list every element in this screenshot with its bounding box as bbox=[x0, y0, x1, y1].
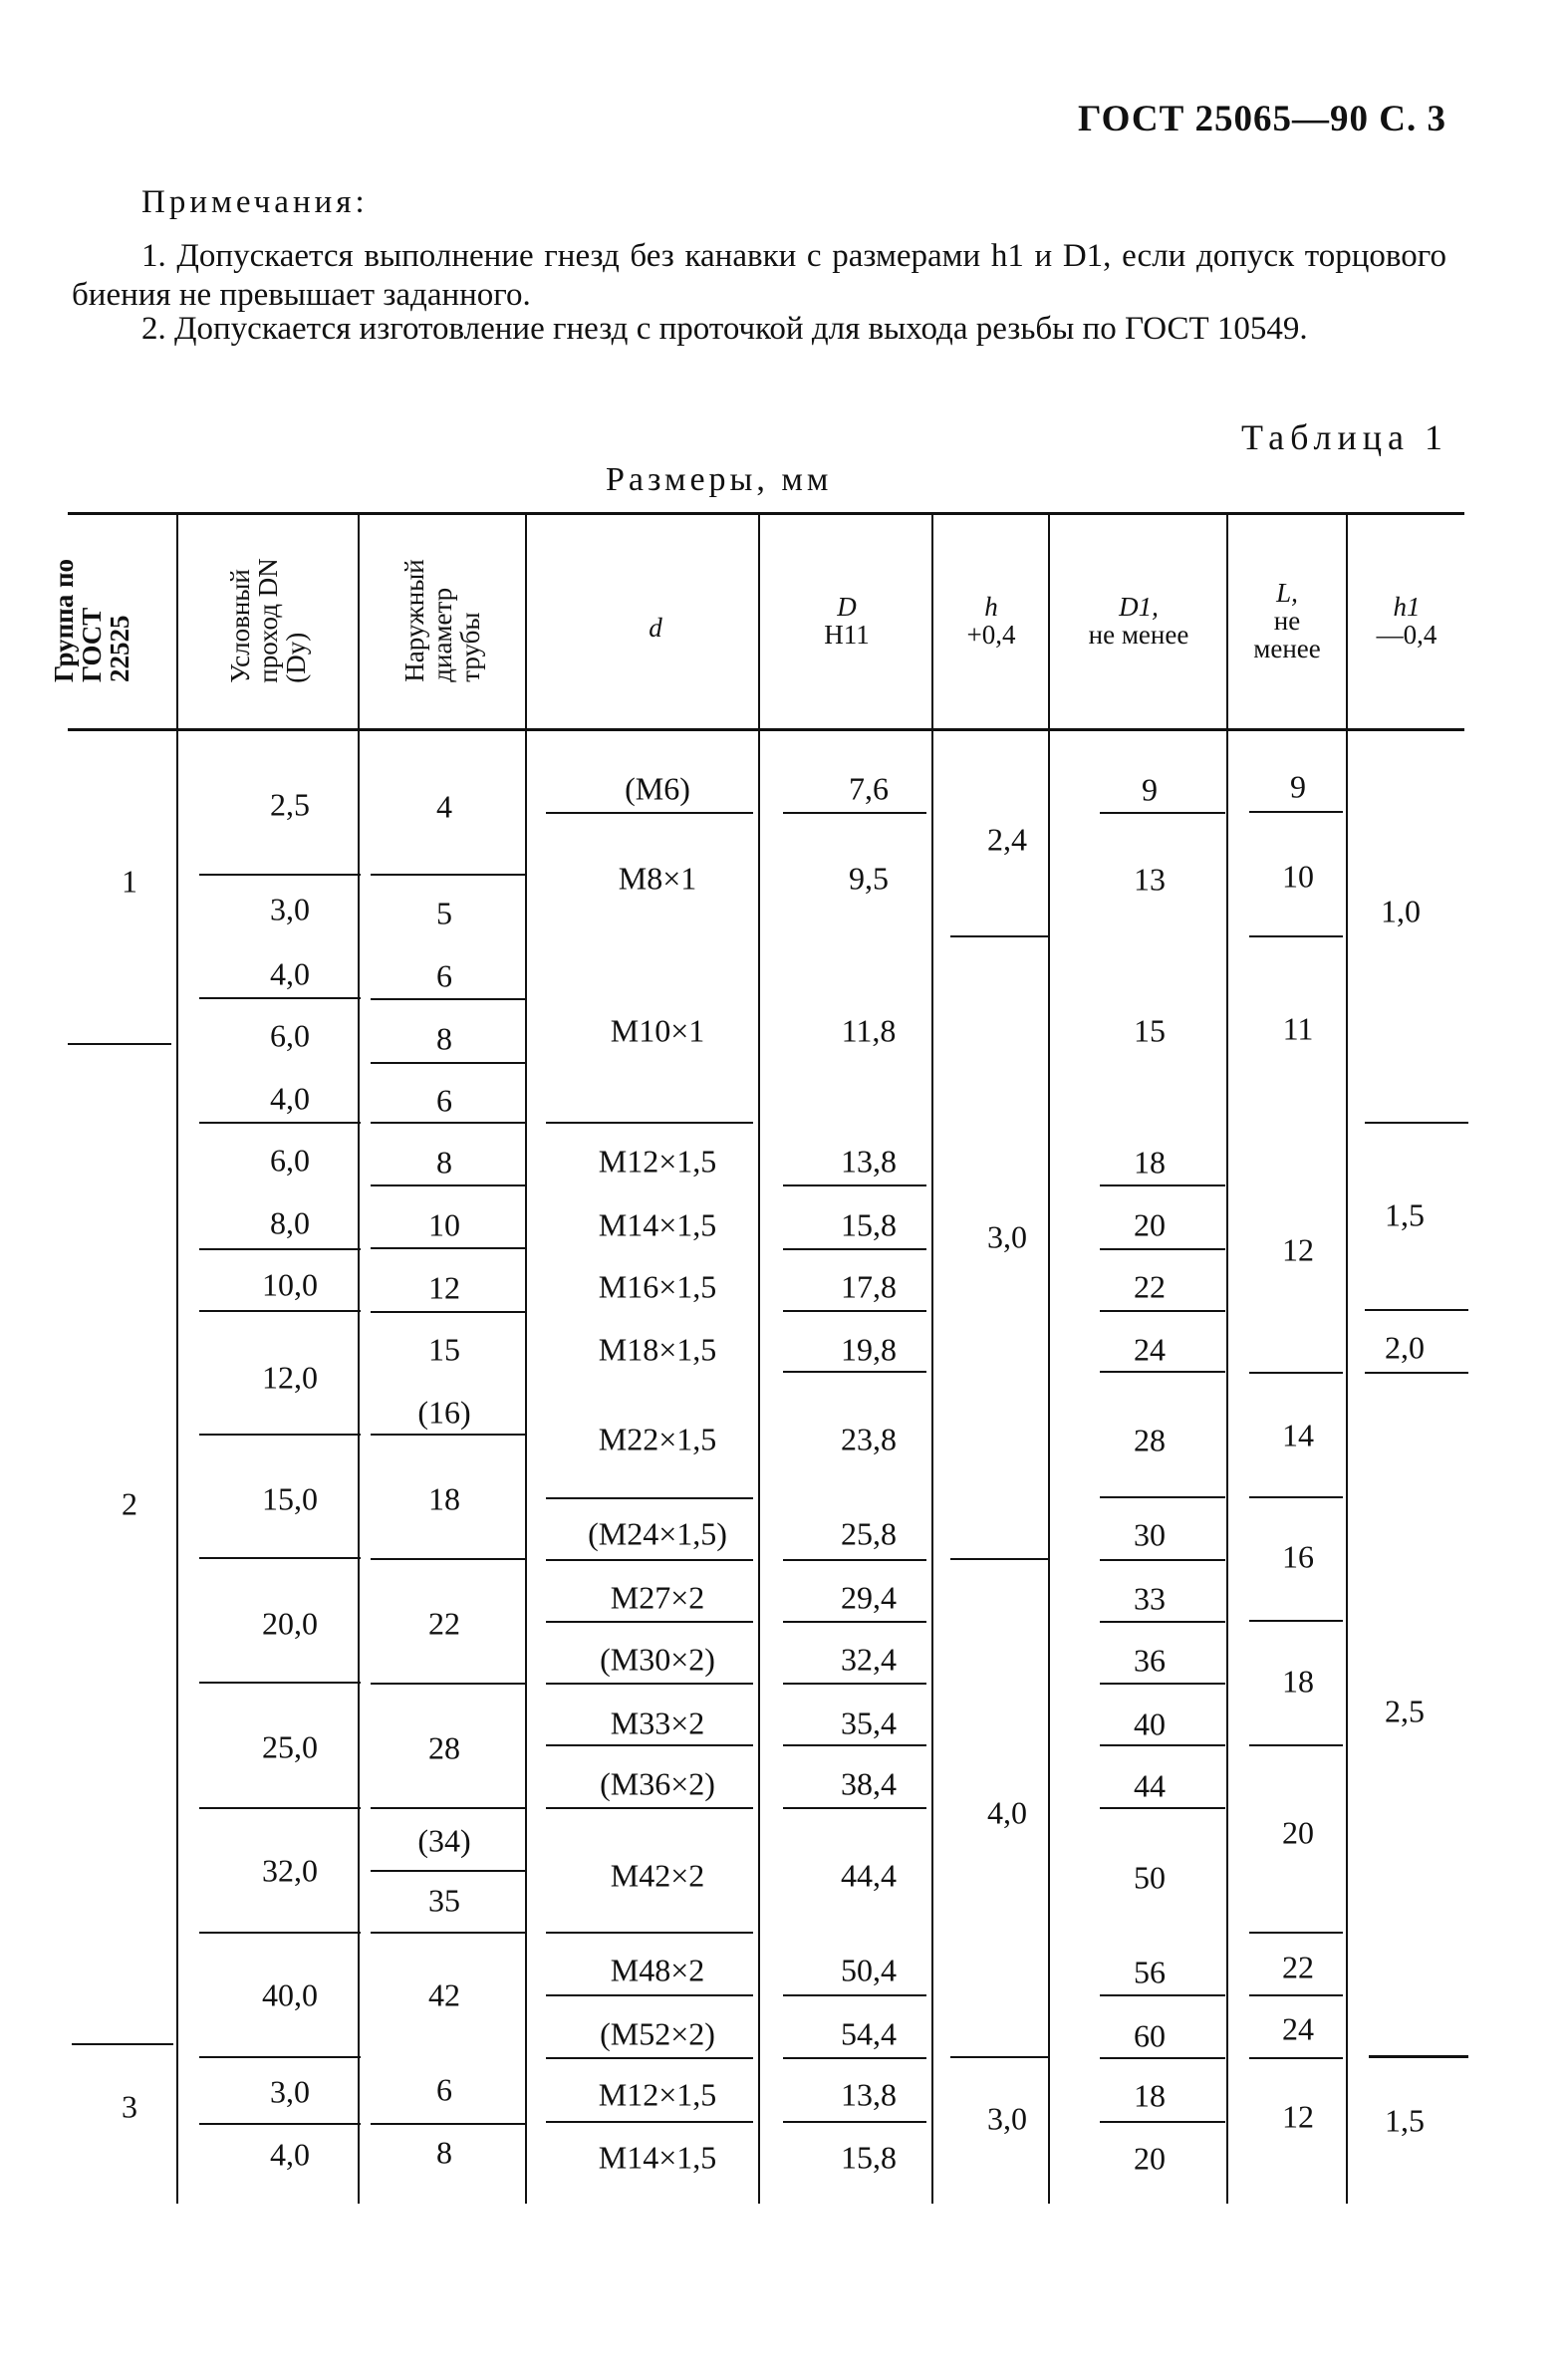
d-rule bbox=[546, 1559, 753, 1561]
d-rule bbox=[546, 2121, 753, 2123]
dn-rule bbox=[199, 1932, 361, 1934]
D1-cell: 18 bbox=[1134, 2077, 1166, 2114]
d-cell: (M30×2) bbox=[600, 1641, 715, 1678]
h1-cell: 2,5 bbox=[1385, 1693, 1425, 1729]
D1-cell: 33 bbox=[1134, 1580, 1166, 1617]
dn-rule bbox=[199, 997, 361, 999]
pipe-cell: 8 bbox=[436, 1144, 452, 1181]
D-rule bbox=[783, 1184, 926, 1186]
D-rule bbox=[783, 1559, 926, 1561]
D1-cell: 60 bbox=[1134, 2017, 1166, 2054]
dn-cell: 6,0 bbox=[270, 1142, 310, 1179]
h-rule bbox=[950, 935, 1048, 937]
pipe-rule bbox=[371, 998, 526, 1000]
pipe-rule bbox=[371, 1247, 526, 1249]
d-rule bbox=[546, 1497, 753, 1499]
D-cell: 29,4 bbox=[841, 1579, 897, 1616]
d-cell: M12×1,5 bbox=[598, 2076, 717, 2113]
D1-cell: 18 bbox=[1134, 1144, 1166, 1181]
d-cell: M27×2 bbox=[610, 1579, 705, 1616]
D1-cell: 30 bbox=[1134, 1516, 1166, 1553]
D1-rule bbox=[1100, 1496, 1225, 1498]
D1-rule bbox=[1100, 1371, 1225, 1373]
d-cell: M14×1,5 bbox=[598, 1206, 717, 1243]
L-cell: 14 bbox=[1282, 1417, 1314, 1453]
pipe-cell: 42 bbox=[428, 1976, 460, 2013]
group-1: 1 bbox=[122, 863, 137, 900]
L-cell: 22 bbox=[1282, 1949, 1314, 1985]
pipe-rule bbox=[371, 1870, 526, 1872]
dn-cell: 4,0 bbox=[270, 955, 310, 992]
header-dn: Условный проход DN (Dy) bbox=[225, 558, 311, 683]
D1-cell: 40 bbox=[1134, 1706, 1166, 1742]
dn-cell: 25,0 bbox=[262, 1728, 318, 1765]
pipe-cell: (34) bbox=[417, 1822, 471, 1859]
header-d: d bbox=[649, 613, 662, 643]
D-rule bbox=[783, 812, 926, 814]
d-rule bbox=[546, 1744, 753, 1746]
D1-cell: 50 bbox=[1134, 1859, 1166, 1896]
h-cell: 3,0 bbox=[987, 1218, 1027, 1255]
dn-cell: 4,0 bbox=[270, 1080, 310, 1117]
D1-cell: 22 bbox=[1134, 1268, 1166, 1305]
header-h: h +0,4 bbox=[966, 592, 1016, 650]
dn-cell: 2,5 bbox=[270, 786, 310, 823]
L-rule bbox=[1249, 935, 1343, 937]
dn-rule bbox=[199, 2123, 361, 2125]
D1-rule bbox=[1100, 1994, 1225, 1996]
table-top-rule bbox=[68, 512, 1464, 515]
h1-rule bbox=[1365, 1372, 1468, 1374]
column-rule bbox=[931, 513, 933, 2204]
h-rule bbox=[950, 2056, 1048, 2058]
d-rule bbox=[546, 1122, 753, 1124]
pipe-rule bbox=[371, 874, 526, 876]
D-cell: 23,8 bbox=[841, 1421, 897, 1457]
D-cell: 9,5 bbox=[849, 860, 889, 897]
d-cell: M10×1 bbox=[610, 1012, 705, 1049]
header-h1: h1 —0,4 bbox=[1376, 592, 1437, 650]
D-rule bbox=[783, 1371, 926, 1373]
d-cell: M12×1,5 bbox=[598, 1143, 717, 1180]
D1-rule bbox=[1100, 812, 1225, 814]
d-cell: M14×1,5 bbox=[598, 2139, 717, 2176]
D1-rule bbox=[1100, 1559, 1225, 1561]
dn-cell: 3,0 bbox=[270, 2073, 310, 2110]
header-pipe: Наружный диаметр трубы bbox=[399, 559, 485, 682]
pipe-cell: 15 bbox=[428, 1331, 460, 1368]
pipe-rule bbox=[371, 2123, 526, 2125]
dn-cell: 32,0 bbox=[262, 1852, 318, 1889]
D-cell: 15,8 bbox=[841, 2139, 897, 2176]
dn-cell: 3,0 bbox=[270, 891, 310, 927]
table-header-rule bbox=[68, 728, 1464, 731]
pipe-cell: 10 bbox=[428, 1206, 460, 1243]
h-cell: 3,0 bbox=[987, 2100, 1027, 2137]
d-rule bbox=[546, 1683, 753, 1685]
D1-cell: 20 bbox=[1134, 1206, 1166, 1243]
D-cell: 38,4 bbox=[841, 1765, 897, 1802]
L-rule bbox=[1249, 1496, 1343, 1498]
D-cell: 15,8 bbox=[841, 1206, 897, 1243]
column-rule bbox=[176, 513, 178, 2204]
D1-rule bbox=[1100, 1683, 1225, 1685]
pipe-cell: 35 bbox=[428, 1882, 460, 1919]
column-rule bbox=[358, 513, 360, 2204]
D-rule bbox=[783, 2057, 926, 2059]
header-group: Группа по ГОСТ 22525 bbox=[49, 558, 134, 683]
dn-rule bbox=[199, 874, 361, 876]
dn-cell: 10,0 bbox=[262, 1266, 318, 1303]
h1-rule bbox=[1369, 2055, 1468, 2058]
d-cell: M42×2 bbox=[610, 1857, 705, 1894]
column-rule bbox=[1048, 513, 1050, 2204]
d-cell: M18×1,5 bbox=[598, 1331, 717, 1368]
dn-rule bbox=[199, 1122, 361, 1124]
note-1: 1. Допускается выполнение гнезд без канавки с размерами h1 и D1, если допуск торцового биения не превышает заданного. bbox=[72, 238, 1446, 313]
table-caption: Таблица 1 bbox=[1241, 417, 1448, 457]
D1-rule bbox=[1100, 1310, 1225, 1312]
dn-cell: 8,0 bbox=[270, 1204, 310, 1241]
pipe-cell: 12 bbox=[428, 1269, 460, 1306]
D-cell: 50,4 bbox=[841, 1952, 897, 1988]
table-units: Размеры, мм bbox=[606, 461, 833, 498]
pipe-cell: 6 bbox=[436, 957, 452, 994]
L-rule bbox=[1249, 811, 1343, 813]
d-rule bbox=[546, 1994, 753, 1996]
pipe-rule bbox=[371, 1311, 526, 1313]
D1-cell: 28 bbox=[1134, 1422, 1166, 1458]
pipe-rule bbox=[371, 1558, 526, 1560]
group-divider bbox=[68, 1043, 171, 1045]
D-rule bbox=[783, 1807, 926, 1809]
header-L: L, не менее bbox=[1253, 578, 1321, 663]
h1-rule bbox=[1365, 1122, 1468, 1124]
h-cell: 2,4 bbox=[987, 821, 1027, 858]
d-rule bbox=[546, 1621, 753, 1623]
D1-cell: 56 bbox=[1134, 1954, 1166, 1990]
column-rule bbox=[525, 513, 527, 2204]
D1-cell: 20 bbox=[1134, 2140, 1166, 2177]
D-rule bbox=[783, 1621, 926, 1623]
dn-rule bbox=[199, 1807, 361, 1809]
L-cell: 10 bbox=[1282, 858, 1314, 895]
D-cell: 13,8 bbox=[841, 2076, 897, 2113]
D-rule bbox=[783, 2121, 926, 2123]
L-rule bbox=[1249, 1932, 1343, 1934]
D-cell: 35,4 bbox=[841, 1705, 897, 1741]
D-rule bbox=[783, 1744, 926, 1746]
column-rule bbox=[1226, 513, 1228, 2204]
D-rule bbox=[783, 1310, 926, 1312]
pipe-cell: 8 bbox=[436, 1020, 452, 1057]
L-rule bbox=[1249, 1994, 1343, 1996]
D-rule bbox=[783, 1683, 926, 1685]
column-rule bbox=[758, 513, 760, 2204]
pipe-cell: 28 bbox=[428, 1729, 460, 1766]
dn-cell: 15,0 bbox=[262, 1480, 318, 1517]
pipe-cell: 8 bbox=[436, 2134, 452, 2171]
dn-rule bbox=[199, 1682, 361, 1684]
D1-rule bbox=[1100, 2057, 1225, 2059]
D1-cell: 15 bbox=[1134, 1012, 1166, 1049]
h1-cell: 2,0 bbox=[1385, 1329, 1425, 1366]
d-cell: M8×1 bbox=[618, 860, 697, 897]
d-cell: M48×2 bbox=[610, 1952, 705, 1988]
pipe-rule bbox=[371, 1434, 526, 1436]
L-cell: 11 bbox=[1282, 1010, 1314, 1047]
D1-rule bbox=[1100, 1248, 1225, 1250]
pipe-rule bbox=[371, 1062, 526, 1064]
pipe-cell: 6 bbox=[436, 2071, 452, 2108]
header-D: D H11 bbox=[824, 592, 870, 650]
D1-cell: 36 bbox=[1134, 1642, 1166, 1679]
pipe-cell: (16) bbox=[417, 1394, 471, 1431]
group-2: 2 bbox=[122, 1485, 137, 1522]
dn-rule bbox=[199, 1434, 361, 1436]
d-rule bbox=[546, 2057, 753, 2059]
D-cell: 19,8 bbox=[841, 1331, 897, 1368]
D1-rule bbox=[1100, 1621, 1225, 1623]
D1-cell: 44 bbox=[1134, 1767, 1166, 1804]
D-cell: 7,6 bbox=[849, 770, 889, 807]
D-cell: 54,4 bbox=[841, 2015, 897, 2052]
L-cell: 24 bbox=[1282, 2010, 1314, 2047]
pipe-cell: 6 bbox=[436, 1082, 452, 1119]
d-rule bbox=[546, 1807, 753, 1809]
header-D1: D1, не менее bbox=[1088, 592, 1189, 650]
D-rule bbox=[783, 1994, 926, 1996]
d-rule bbox=[546, 1932, 753, 1934]
d-cell: M33×2 bbox=[610, 1705, 705, 1741]
d-rule bbox=[546, 812, 753, 814]
h-rule bbox=[950, 1558, 1048, 1560]
D1-cell: 13 bbox=[1134, 861, 1166, 898]
L-cell: 12 bbox=[1282, 1231, 1314, 1268]
pipe-cell: 18 bbox=[428, 1480, 460, 1517]
D-cell: 13,8 bbox=[841, 1143, 897, 1180]
dn-rule bbox=[199, 2056, 361, 2058]
D-cell: 17,8 bbox=[841, 1268, 897, 1305]
h1-cell: 1,5 bbox=[1385, 1196, 1425, 1233]
L-rule bbox=[1249, 1620, 1343, 1622]
pipe-rule bbox=[371, 1932, 526, 1934]
h1-cell: 1,5 bbox=[1385, 2102, 1425, 2139]
L-cell: 20 bbox=[1282, 1814, 1314, 1851]
D-cell: 11,8 bbox=[841, 1012, 897, 1049]
h1-cell: 1,0 bbox=[1381, 893, 1421, 929]
D1-rule bbox=[1100, 1807, 1225, 1809]
L-cell: 18 bbox=[1282, 1663, 1314, 1700]
dn-rule bbox=[199, 1248, 361, 1250]
pipe-rule bbox=[371, 1122, 526, 1124]
pipe-cell: 4 bbox=[436, 788, 452, 825]
dn-cell: 4,0 bbox=[270, 2136, 310, 2173]
d-cell: (M36×2) bbox=[600, 1765, 715, 1802]
d-cell: (M52×2) bbox=[600, 2015, 715, 2052]
dn-cell: 40,0 bbox=[262, 1976, 318, 2013]
L-rule bbox=[1249, 1372, 1343, 1374]
dn-rule bbox=[199, 1557, 361, 1559]
dn-cell: 20,0 bbox=[262, 1605, 318, 1642]
D-cell: 25,8 bbox=[841, 1515, 897, 1552]
d-cell: M22×1,5 bbox=[598, 1421, 717, 1457]
pipe-rule bbox=[371, 1807, 526, 1809]
D1-cell: 24 bbox=[1134, 1331, 1166, 1368]
page-header: ГОСТ 25065—90 С. 3 bbox=[1078, 99, 1446, 139]
D-cell: 32,4 bbox=[841, 1641, 897, 1678]
L-rule bbox=[1249, 2057, 1343, 2059]
D1-cell: 9 bbox=[1142, 771, 1158, 808]
h1-rule bbox=[1365, 1309, 1468, 1311]
column-rule bbox=[1346, 513, 1348, 2204]
pipe-rule bbox=[371, 1184, 526, 1186]
L-cell: 9 bbox=[1290, 768, 1306, 805]
D-cell: 44,4 bbox=[841, 1857, 897, 1894]
notes-title: Примечания: bbox=[141, 184, 369, 220]
pipe-cell: 22 bbox=[428, 1605, 460, 1642]
pipe-cell: 5 bbox=[436, 895, 452, 931]
dn-cell: 6,0 bbox=[270, 1017, 310, 1054]
d-cell: (M6) bbox=[625, 770, 690, 807]
D1-rule bbox=[1100, 2121, 1225, 2123]
dn-rule bbox=[199, 1310, 361, 1312]
L-cell: 16 bbox=[1282, 1538, 1314, 1575]
d-cell: (M24×1,5) bbox=[588, 1515, 727, 1552]
d-cell: M16×1,5 bbox=[598, 1268, 717, 1305]
D1-rule bbox=[1100, 1184, 1225, 1186]
h-cell: 4,0 bbox=[987, 1794, 1027, 1831]
group-divider bbox=[72, 2043, 173, 2045]
pipe-rule bbox=[371, 1683, 526, 1685]
L-cell: 12 bbox=[1282, 2098, 1314, 2135]
note-2: 2. Допускается изготовление гнезд с проточкой для выхода резьбы по ГОСТ 10549. bbox=[141, 311, 1308, 347]
L-rule bbox=[1249, 1744, 1343, 1746]
group-3: 3 bbox=[122, 2088, 137, 2125]
D-rule bbox=[783, 1248, 926, 1250]
dn-cell: 12,0 bbox=[262, 1359, 318, 1396]
D1-rule bbox=[1100, 1744, 1225, 1746]
